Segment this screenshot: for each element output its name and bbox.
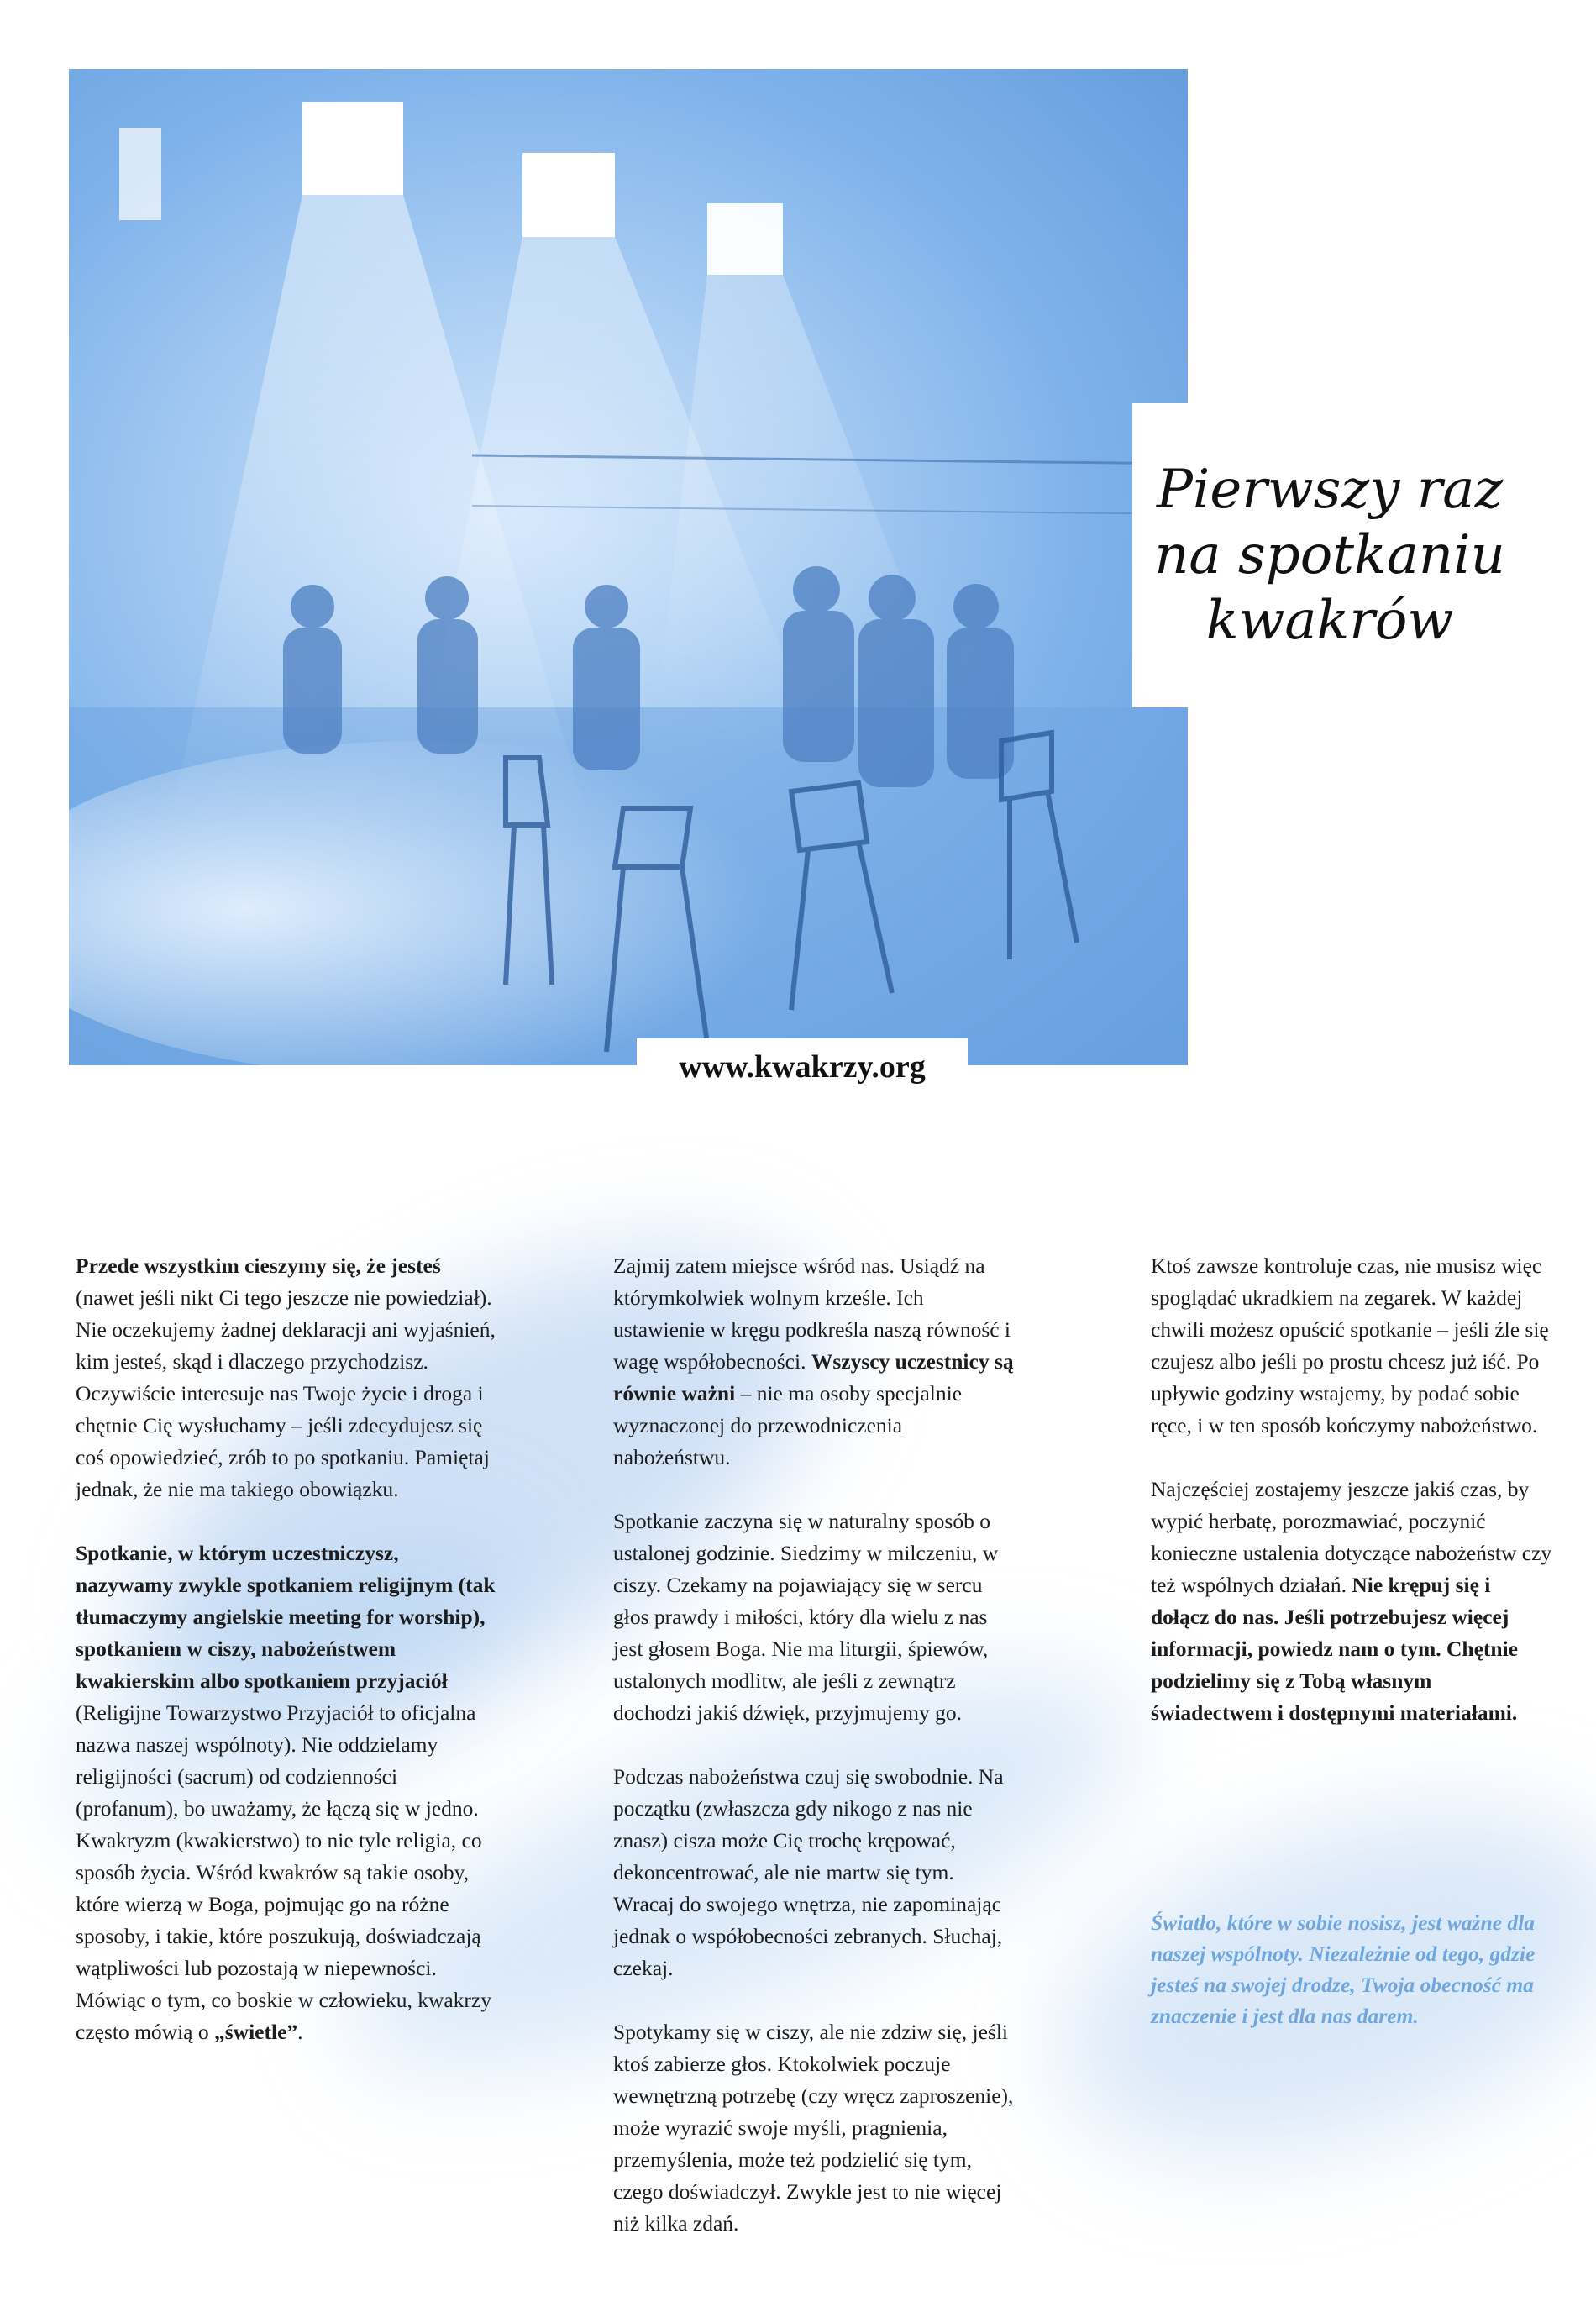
bold-text: Przede wszystkim cieszymy się, że jesteś [76, 1253, 441, 1278]
highlight-quote: Światło, które w sobie nosisz, jest ważne dla naszej wspólnoty. Niezależnie od tego, gdzie jesteś na swojej drodze, Twoja obecność ma znaczenie i jest dla nas darem. [1151, 1910, 1536, 2028]
title-line-2: na spotkaniu [1154, 523, 1505, 586]
bold-text: Wszyscy uczestnicy są równie ważni [613, 1349, 1014, 1406]
bold-text: Spotkanie, w którym uczestniczysz, nazywamy zwykle spotkaniem religijnym (tak tłumaczymy angielskie meeting for worship), spotkaniem w ciszy, nabożeństwem kwakierskim albo spotkaniem przyjaciół [76, 1541, 496, 1693]
paragraph: Ktoś zawsze kontroluje czas, nie musisz więc spoglądać ukradkiem na zegarek. W każdej chwili możesz opuścić spotkanie – jeśli źle się czujesz albo jeśli po prostu chcesz już iść. Po upływie godziny wstajemy, by podać sobie ręce, i w ten sposób kończymy nabożeństwo. [1151, 1253, 1549, 1437]
body-text: Zajmij zatem miejsce wśród nas. Usiądź na którymkolwiek wolnym krześle. Ich ustawienie w kręgu podkreśla naszą równość i wagę współobecności. [613, 1253, 1011, 1374]
body-text: – nie ma osoby specjalnie wyznaczonej do przewodniczenia nabożeństwu. [613, 1381, 963, 1469]
text-column-3 [1151, 1250, 1554, 1761]
paragraph [76, 1537, 496, 2048]
body-text: Najczęściej zostajemy jeszcze jakiś czas, by wypić herbatę, porozmawiać, poczynić konieczne ustalenia dotyczące nabożeństw czy też wspólnych działań. [1151, 1477, 1552, 1597]
paragraph [76, 1250, 496, 1506]
website-link[interactable]: www.kwakrzy.org [679, 1049, 926, 1085]
meeting-circle-illustration [69, 69, 1188, 1065]
text-column-1 [76, 1250, 496, 2080]
paragraph [1151, 1474, 1554, 1729]
title-box [1132, 403, 1527, 707]
body-text: (nawet jeśli nikt Ci tego jeszcze nie powiedział). Nie oczekujemy żadnej deklaracji ani wyjaśnień, kim jesteś, skąd i dlaczego przychodzisz. Oczywiście interesuje nas Twoje życie i droga i chętnie Cię wysłuchamy – jeśli zdecydujesz się coś opowiedzieć, zrób to po spotkaniu. Pamiętaj jednak, że nie ma takiego obowiązku. [76, 1285, 496, 1501]
bold-text: „świetle” [214, 2020, 298, 2044]
url-box [637, 1038, 968, 1096]
title-line-1: Pierwszy raz [1156, 458, 1504, 521]
body-text: . [297, 2020, 303, 2044]
paragraph: Spotykamy się w ciszy, ale nie zdziw się, jeśli ktoś zabierze głos. Ktokolwiek poczuje wewnętrzną potrzebę (czy wręcz zaproszenie), może wyrazić swoje myśli, pragnienia, przemyślenia, może też podzielić się tym, czego doświadczył. Zwykle jest to nie więcej niż kilka zdań. [613, 2020, 1014, 2236]
title-line-3: kwakrów [1205, 590, 1454, 653]
body-text: (Religijne Towarzystwo Przyjaciół to oficjalna nazwa naszej wspólnoty). Nie oddzielamy religijności (sacrum) od codzienności (profanum), bo uważamy, że łączą się w jedno. Kwakryzm (kwakierstwo) to nie tyle religia, co sposób życia. Wśród kwakrów są takie osoby, które wierzą w Boga, pojmując go na różne sposoby, i takie, które poszukują, doświadczają wątpliwości lub pozostają w niepewności. Mówiąc o tym, co boskie w człowieku, kwakrzy często mówią o [76, 1700, 491, 2044]
text-column-2 [613, 1250, 1016, 2272]
bold-text: Nie krępuj się i dołącz do nas. Jeśli potrzebujesz więcej informacji, powiedz nam o tym. Chętnie podzielimy się z Tobą własnym świadectwem i dostępnymi materiałami. [1151, 1573, 1518, 1725]
paragraph: Podczas nabożeństwa czuj się swobodnie. Na początku (zwłaszcza gdy nikogo z nas nie znasz) cisza może Cię trochę krępować, dekoncentrować, ale nie martw się tym. Wracaj do swojego wnętrza, nie zapominając jednak o współobecności zebranych. Słuchaj, czekaj. [613, 1764, 1004, 1980]
paragraph [613, 1250, 1016, 1474]
hero-photo [69, 69, 1188, 1065]
paragraph: Spotkanie zaczyna się w naturalny sposób o ustalonej godzinie. Siedzimy w milczeniu, w ciszy. Czekamy na pojawiający się w sercu głos prawdy i miłości, który dla wielu z nas jest głosem Boga. Nie ma liturgii, śpiewów, ustalonych modlitw, ale jeśli z zewnątrz dochodzi jakiś dźwięk, przyjmujemy go. [613, 1509, 999, 1725]
page-title [1154, 457, 1505, 654]
